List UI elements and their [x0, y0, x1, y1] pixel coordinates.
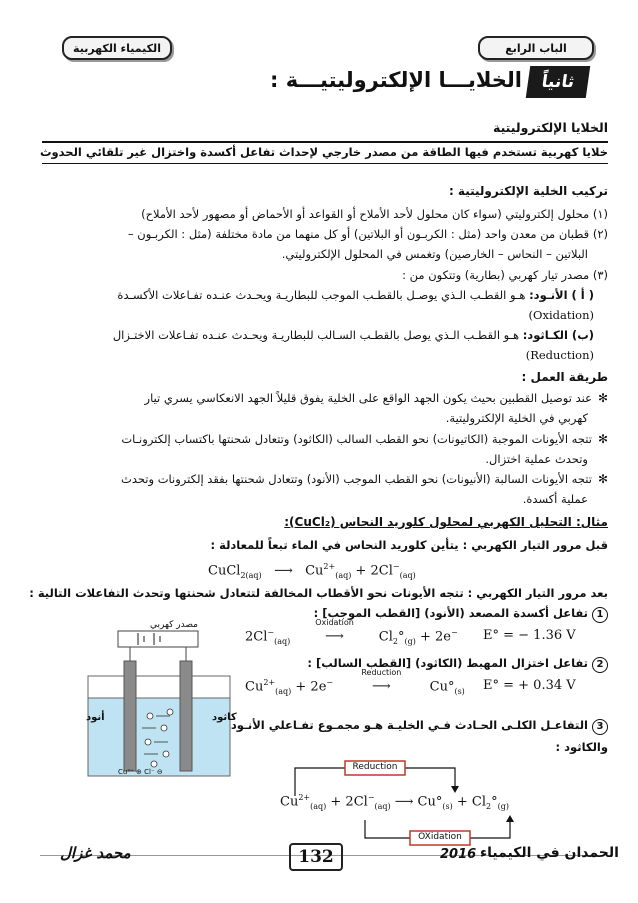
title-text: الخلايـــا الإلكتروليتيـــة :	[270, 68, 522, 92]
step-1: 1تفاعل أكسدة المصعد (الأنود) [القطب الموجب] :	[314, 606, 608, 623]
anode-term-label: ( أ ) الأنـود:	[529, 288, 594, 302]
electrolysis-cell-diagram	[78, 616, 240, 786]
dissociation-equation: CuCl$_{2(aq)}$ ⟶ $Cu^{2+}_{(aq)} + 2Cl^-_{(aq)}$	[208, 562, 416, 580]
cathode-term: (Reduction)	[525, 348, 594, 362]
anode-text: هـو القطـب الـذي يوصـل بالقطـب الموجب للبطاريـة ويحـدث عنـده تفـاعلات الأكسـدة	[117, 288, 526, 302]
overall-equation: $Cu^{2+}_{(aq)} + 2Cl^-_{(aq)}$ ⟶ $Cu^\circ_{(s)} + Cl_2^\circ_{(g)}$	[280, 793, 509, 811]
step-1-number: 1	[592, 607, 608, 623]
box-oxidation-label: OXidation	[418, 832, 462, 842]
method-bullet-1-cont: كهربي في الخلية الإلكتروليتية.	[445, 411, 588, 425]
step-3-number: 3	[592, 719, 608, 735]
composition-item-2: (٢) قطبان من معدن واحد (مثل : الكربـون أو البلاتين) أو كل منهما من مادة مختلفة (مثل : الكربـون –	[127, 227, 608, 241]
oxidation-equation: $2Cl^-_{(aq)}$ Oxidation ⟶ $Cl_2^\circ_{(g)} + 2e^-$	[245, 618, 458, 646]
anode-definition	[117, 288, 594, 302]
title-badge: ثانياً	[526, 66, 590, 98]
diagram-anode-label: أنود	[86, 712, 105, 723]
diagram-source-label: مصدر كهربي	[150, 620, 198, 630]
composition-item-3: (٣) مصدر تيار كهربي (بطارية) وتتكون من :	[402, 268, 608, 282]
reduction-potential: E° = + 0.34 V	[483, 678, 576, 693]
chapter-tab	[478, 36, 594, 60]
subject-tab	[62, 36, 172, 60]
cathode-text: هـو القطـب الـذي يوصل بالقطـب السـالب للبطاريـة ويحـدث عنـده تفـاعلات الاختـزال	[112, 328, 520, 342]
reduction-equation: $Cu^{2+}_{(aq)} + 2e^-$ Reduction ⟶ $Cu^\circ_{(s)}$	[245, 668, 465, 696]
subject-label: الكيمياء الكهربية	[73, 41, 161, 55]
oxidation-potential: E° = − 1.36 V	[483, 628, 576, 643]
footer-author: محمد غزال	[60, 844, 131, 862]
section-title	[270, 66, 588, 98]
box-reduction-label: Reduction	[352, 762, 398, 772]
star-icon: ✻	[597, 432, 608, 446]
method-bullet-3-cont: عملية أكسدة.	[522, 492, 588, 506]
after-current-text: بعد مرور التيار الكهربي : تتجه الأيونات نحو الأقطاب المخالفة لتتعادل شحنتها وتحدث التفاعلات التالية :	[29, 586, 608, 600]
before-current-text: قبل مرور التيار الكهربي : يتأين كلوريد النحاس في الماء تبعاً للمعادلة :	[210, 538, 608, 552]
example-heading: مثال: التحليل الكهربي لمحلول كلوريد النحاس (CuCl₂):	[284, 515, 608, 529]
section-heading: الخلايا الإلكتروليتية	[492, 120, 608, 135]
reduction-arrow-label: Reduction	[361, 668, 402, 678]
method-heading: طريقة العمل :	[521, 370, 608, 384]
star-icon: ✻	[597, 391, 608, 405]
cathode-term-label: (ب) الكـاثود:	[522, 328, 594, 342]
chapter-label: الباب الرابع	[505, 41, 567, 55]
composition-item-2-cont: البلاتين – النحاس – الخارصين) وتغمس في المحلول الإلكتروليتي.	[281, 247, 588, 261]
anode-term: (Oxidation)	[528, 308, 594, 322]
star-icon: ✻	[597, 472, 608, 486]
method-bullet-1: ✻عند توصيل القطبين بحيث يكون الجهد الواقع على الخلية يفوق قليلاً الجهد الانعكاسي يسري تيار	[144, 391, 608, 405]
method-bullet-2-cont: وتحدث عملية اختزال.	[485, 452, 588, 466]
diagram-ions-label: Cu²⁺ ⊕ Cl⁻ ⊖	[118, 768, 163, 776]
footer-series: الحمدان في الكيمياء	[480, 845, 619, 861]
step-2-number: 2	[592, 657, 608, 673]
oxidation-arrow-label: Oxidation	[315, 618, 354, 628]
diagram-cathode-label: كاثود	[212, 712, 237, 723]
composition-item-1: (١) محلول إلكتروليتي (سواء كان محلول لأحد الأملاح أو القواعد أو الأحماض أو مصهور لأحد الأملاح)	[141, 207, 608, 221]
method-bullet-2: ✻تتجه الأيونات الموجبة (الكاتيونات) نحو القطب السالب (الكاثود) وتتعادل شحنتها باكتساب إلكترونـات	[121, 432, 608, 446]
page-number: 132	[289, 843, 343, 871]
step-2: 2تفاعل اختزال المهبط (الكاثود) [القطب السالب] :	[307, 656, 608, 673]
step-3-cont: والكاثود :	[555, 740, 608, 754]
step-3: 3التفاعـل الكلـى الحـادث فـي الخليـة هـو مجمـوع تفـاعلي الأنـود	[231, 718, 608, 735]
definition-text: خلايا كهربية تستخدم فيها الطاقة من مصدر خارجي لإحداث تفاعل أكسدة واختزال غير تلقائي الحدوث	[39, 145, 608, 159]
footer-year: 2016	[440, 847, 477, 862]
composition-heading: تركيب الخلية الإلكتروليتية :	[448, 184, 608, 198]
method-bullet-3: ✻تتجه الأيونات السالبة (الأنيونات) نحو القطب الموجب (الأنود) وتتعادل شحنتها بفقد إلكترونات وتحدث	[121, 472, 608, 486]
cathode-definition	[113, 328, 594, 342]
